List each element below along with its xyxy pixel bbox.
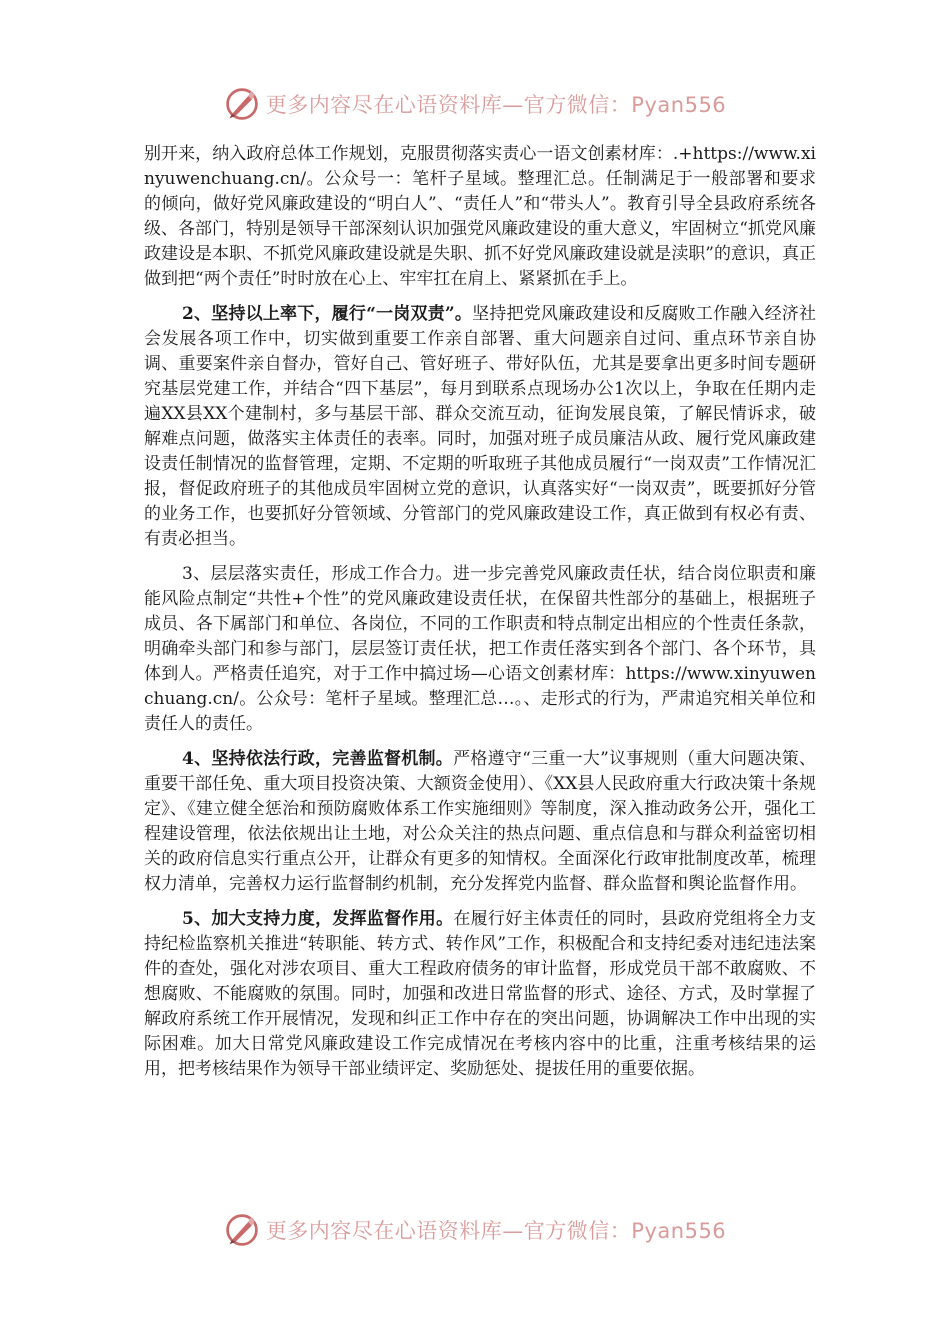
paragraph-2-heading: 2、坚持以上率下，履行“一岗双责”。 [182, 304, 473, 324]
pen-logo-icon [224, 1212, 260, 1248]
paragraph-5-text: 在履行好主体责任的同时，县政府党组将全力支持纪检监察机关推进“转职能、转方式、转作风”工作，积极配合和支持纪委对违纪违法案件的查处，强化对涉农项目、重大工程政府债务的审计监督，形成党员干部不敢腐败、不想腐败、不能腐败的氛围。同时，加强和改进日常监督的形式、途径、方式，及时掌握了解政府系统工作开展情况，发现和纠正工作中存在的突出问题，协调解决工作中出现的实际困难。加大日常党风廉政建设工作完成情况在考核内容中的比重，注重考核结果的运用，把考核结果作为领导干部业绩评定、奖励惩处、提拔任用的重要依据。 [144, 909, 817, 1079]
paragraph-1-text: 别开来，纳入政府总体工作规划，克服贯彻落实责心一语文创素材库：.+https://www.xinyuwenchuang.cn/。公众号一：笔杆子星域。整理汇总。任制满足于一般部署和要求的倾向，做好党风廉政建设的“明白人”、“责任人”和“带头人”。教育引导全县政府系统各级、各部门，特别是领导干部深刻认识加强党风廉政建设的重大意义，牢固树立“抓党风廉政建设是本职、不抓党风廉政建设就是失职、抓不好党风廉政建设就是渎职”的意识，真正做到把“两个责任”时时放在心上、牢牢扛在肩上、紧紧抓在手上。 [144, 144, 816, 289]
pen-logo-icon [224, 86, 260, 122]
footer-banner [0, 1208, 950, 1252]
paragraph-4-text: 严格遵守“三重一大”议事规则（重大问题决策、重要干部任免、重大项目投资决策、大额资金使用）、《XX县人民政府重大行政决策十条规定》、《建立健全惩治和预防腐败体系工作实施细则》等制度，深入推动政务公开，强化工程建设管理，依法依规出让土地，对公众关注的热点问题、重点信息和与群众利益密切相关的政府信息实行重点公开，让群众有更多的知情权。全面深化行政审批制度改革，梳理权力清单，完善权力运行监督制约机制，充分发挥党内监督、群众监督和舆论监督作用。 [144, 749, 816, 894]
paragraph-4-heading: 4、坚持依法行政，完善监督机制。 [182, 749, 454, 769]
paragraph-2 [144, 302, 816, 552]
paragraph-3 [144, 562, 816, 737]
paragraph-4 [144, 747, 816, 897]
paragraph-5 [144, 907, 816, 1082]
header-banner-text: 更多内容尽在心语资料库—官方微信：Pyan556 [265, 93, 727, 117]
header-banner [0, 82, 950, 126]
footer-banner-text: 更多内容尽在心语资料库—官方微信：Pyan556 [265, 1219, 727, 1243]
paragraph-5-heading: 5、加大支持力度，发挥监督作用。 [182, 909, 454, 929]
paragraph-2-text: 坚持把党风廉政建设和反腐败工作融入经济社会发展各项工作中，切实做到重要工作亲自部署、重大问题亲自过问、重点环节亲自协调、重要案件亲自督办，管好自己、管好班子、带好队伍，尤其是要拿出更多时间专题研究基层党建工作，并结合“四下基层”，每月到联系点现场办公1次以上，争取在任期内走遍XX县XX个建制村，多与基层干部、群众交流互动，征询发展良策，了解民情诉求，破解难点问题，做落实主体责任的表率。同时，加强对班子成员廉洁从政、履行党风廉政建设责任制情况的监督管理，定期、不定期的听取班子其他成员履行“一岗双责”工作情况汇报，督促政府班子的其他成员牢固树立党的意识，认真落实好“一岗双责”，既要抓好分管的业务工作，也要抓好分管领域、分管部门的党风廉政建设工作，真正做到有权必有责、有责必担当。 [144, 304, 817, 549]
document-body [144, 142, 816, 1092]
paragraph-1 [144, 142, 816, 292]
paragraph-3-text: 3、层层落实责任，形成工作合力。进一步完善党风廉政责任状，结合岗位职责和廉能风险点制定“共性+个性”的党风廉政建设责任状，在保留共性部分的基础上，根据班子成员、各下属部门和单位、各岗位，不同的工作职责和特点制定出相应的个性责任条款，明确牵头部门和参与部门，层层签订责任状，把工作责任落实到各个部门、各个环节，具体到人。严格责任追究，对于工作中搞过场—心语文创素材库：https://www.xinyuwenchuang.cn/。公众号：笔杆子星域。整理汇总…。、走形式的行为，严肃追究相关单位和责任人的责任。 [144, 564, 816, 734]
